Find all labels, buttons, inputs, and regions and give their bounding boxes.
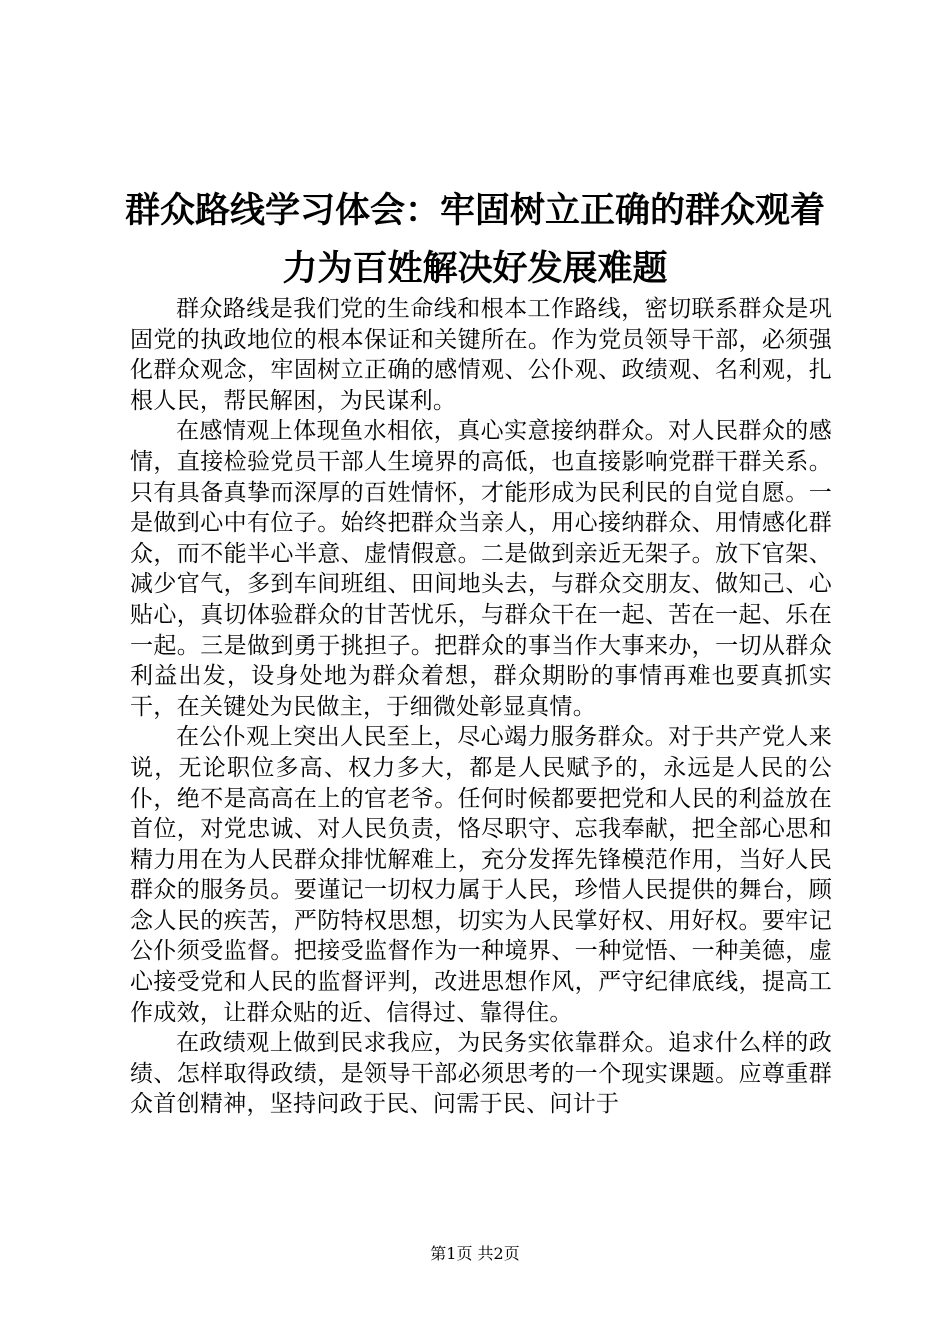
document-title-line-2: 力为百姓解决好发展难题: [282, 249, 668, 289]
paragraph-intro: 群众路线是我们党的生命线和根本工作路线，密切联系群众是巩固党的执政地位的根本保证和关键所在。作为党员领导干部，必须强化群众观念，牢固树立正确的感情观、公仆观、政绩观、名利观，扎根人民，帮民解困，为民谋利。: [130, 296, 832, 414]
page-number-footer: 第1页 共2页: [430, 1244, 520, 1263]
paragraph-emotion: 在感情观上体现鱼水相依，真心实意接纳群众。对人民群众的感情，直接检验党员干部人生境界的高低，也直接影响党群干群关系。只有具备真挚而深厚的百姓情怀，才能形成为民利民的自觉自愿。一是做到心中有位子。始终把群众当亲人，用心接纳群众、用情感化群众，而不能半心半意、虚情假意。二是做到亲近无架子。放下官架、减少官气，多到车间班组、田间地头去，与群众交朋友、做知己、心贴心，真切体验群众的甘苦忧乐，与群众干在一起、苦在一起、乐在一起。三是做到勇于挑担子。把群众的事当作大事来办，一切从群众利益出发，设身处地为群众着想，群众期盼的事情再难也要真抓实干，在关键处为民做主，于细微处彰显真情。: [130, 418, 832, 720]
document-body: [130, 294, 832, 1120]
paragraph-servant: 在公仆观上突出人民至上，尽心竭力服务群众。对于共产党人来说，无论职位多高、权力多大，都是人民赋予的，永远是人民的公仆，绝不是高高在上的官老爷。任何时候都要把党和人民的利益放在首位，对党忠诚、对人民负责，恪尽职守、忘我奉献，把全部心思和精力用在为人民群众排忧解难上，充分发挥先锋模范作用，当好人民群众的服务员。要谨记一切权力属于人民，珍惜人民提供的舞台，顾念人民的疾苦，严防特权思想，切实为人民掌好权、用好权。要牢记公仆须受监督。把接受监督作为一种境界、一种觉悟、一种美德，虚心接受党和人民的监督评判，改进思想作风，严守纪律底线，提高工作成效，让群众贴的近、信得过、靠得住。: [130, 724, 832, 1026]
document-title-line-1: 群众路线学习体会：牢固树立正确的群众观着: [124, 191, 825, 231]
paragraph-performance: 在政绩观上做到民求我应，为民务实依靠群众。追求什么样的政绩、怎样取得政绩，是领导干部必须思考的一个现实课题。应尊重群众首创精神，坚持问政于民、问需于民、问计于: [130, 1030, 832, 1118]
